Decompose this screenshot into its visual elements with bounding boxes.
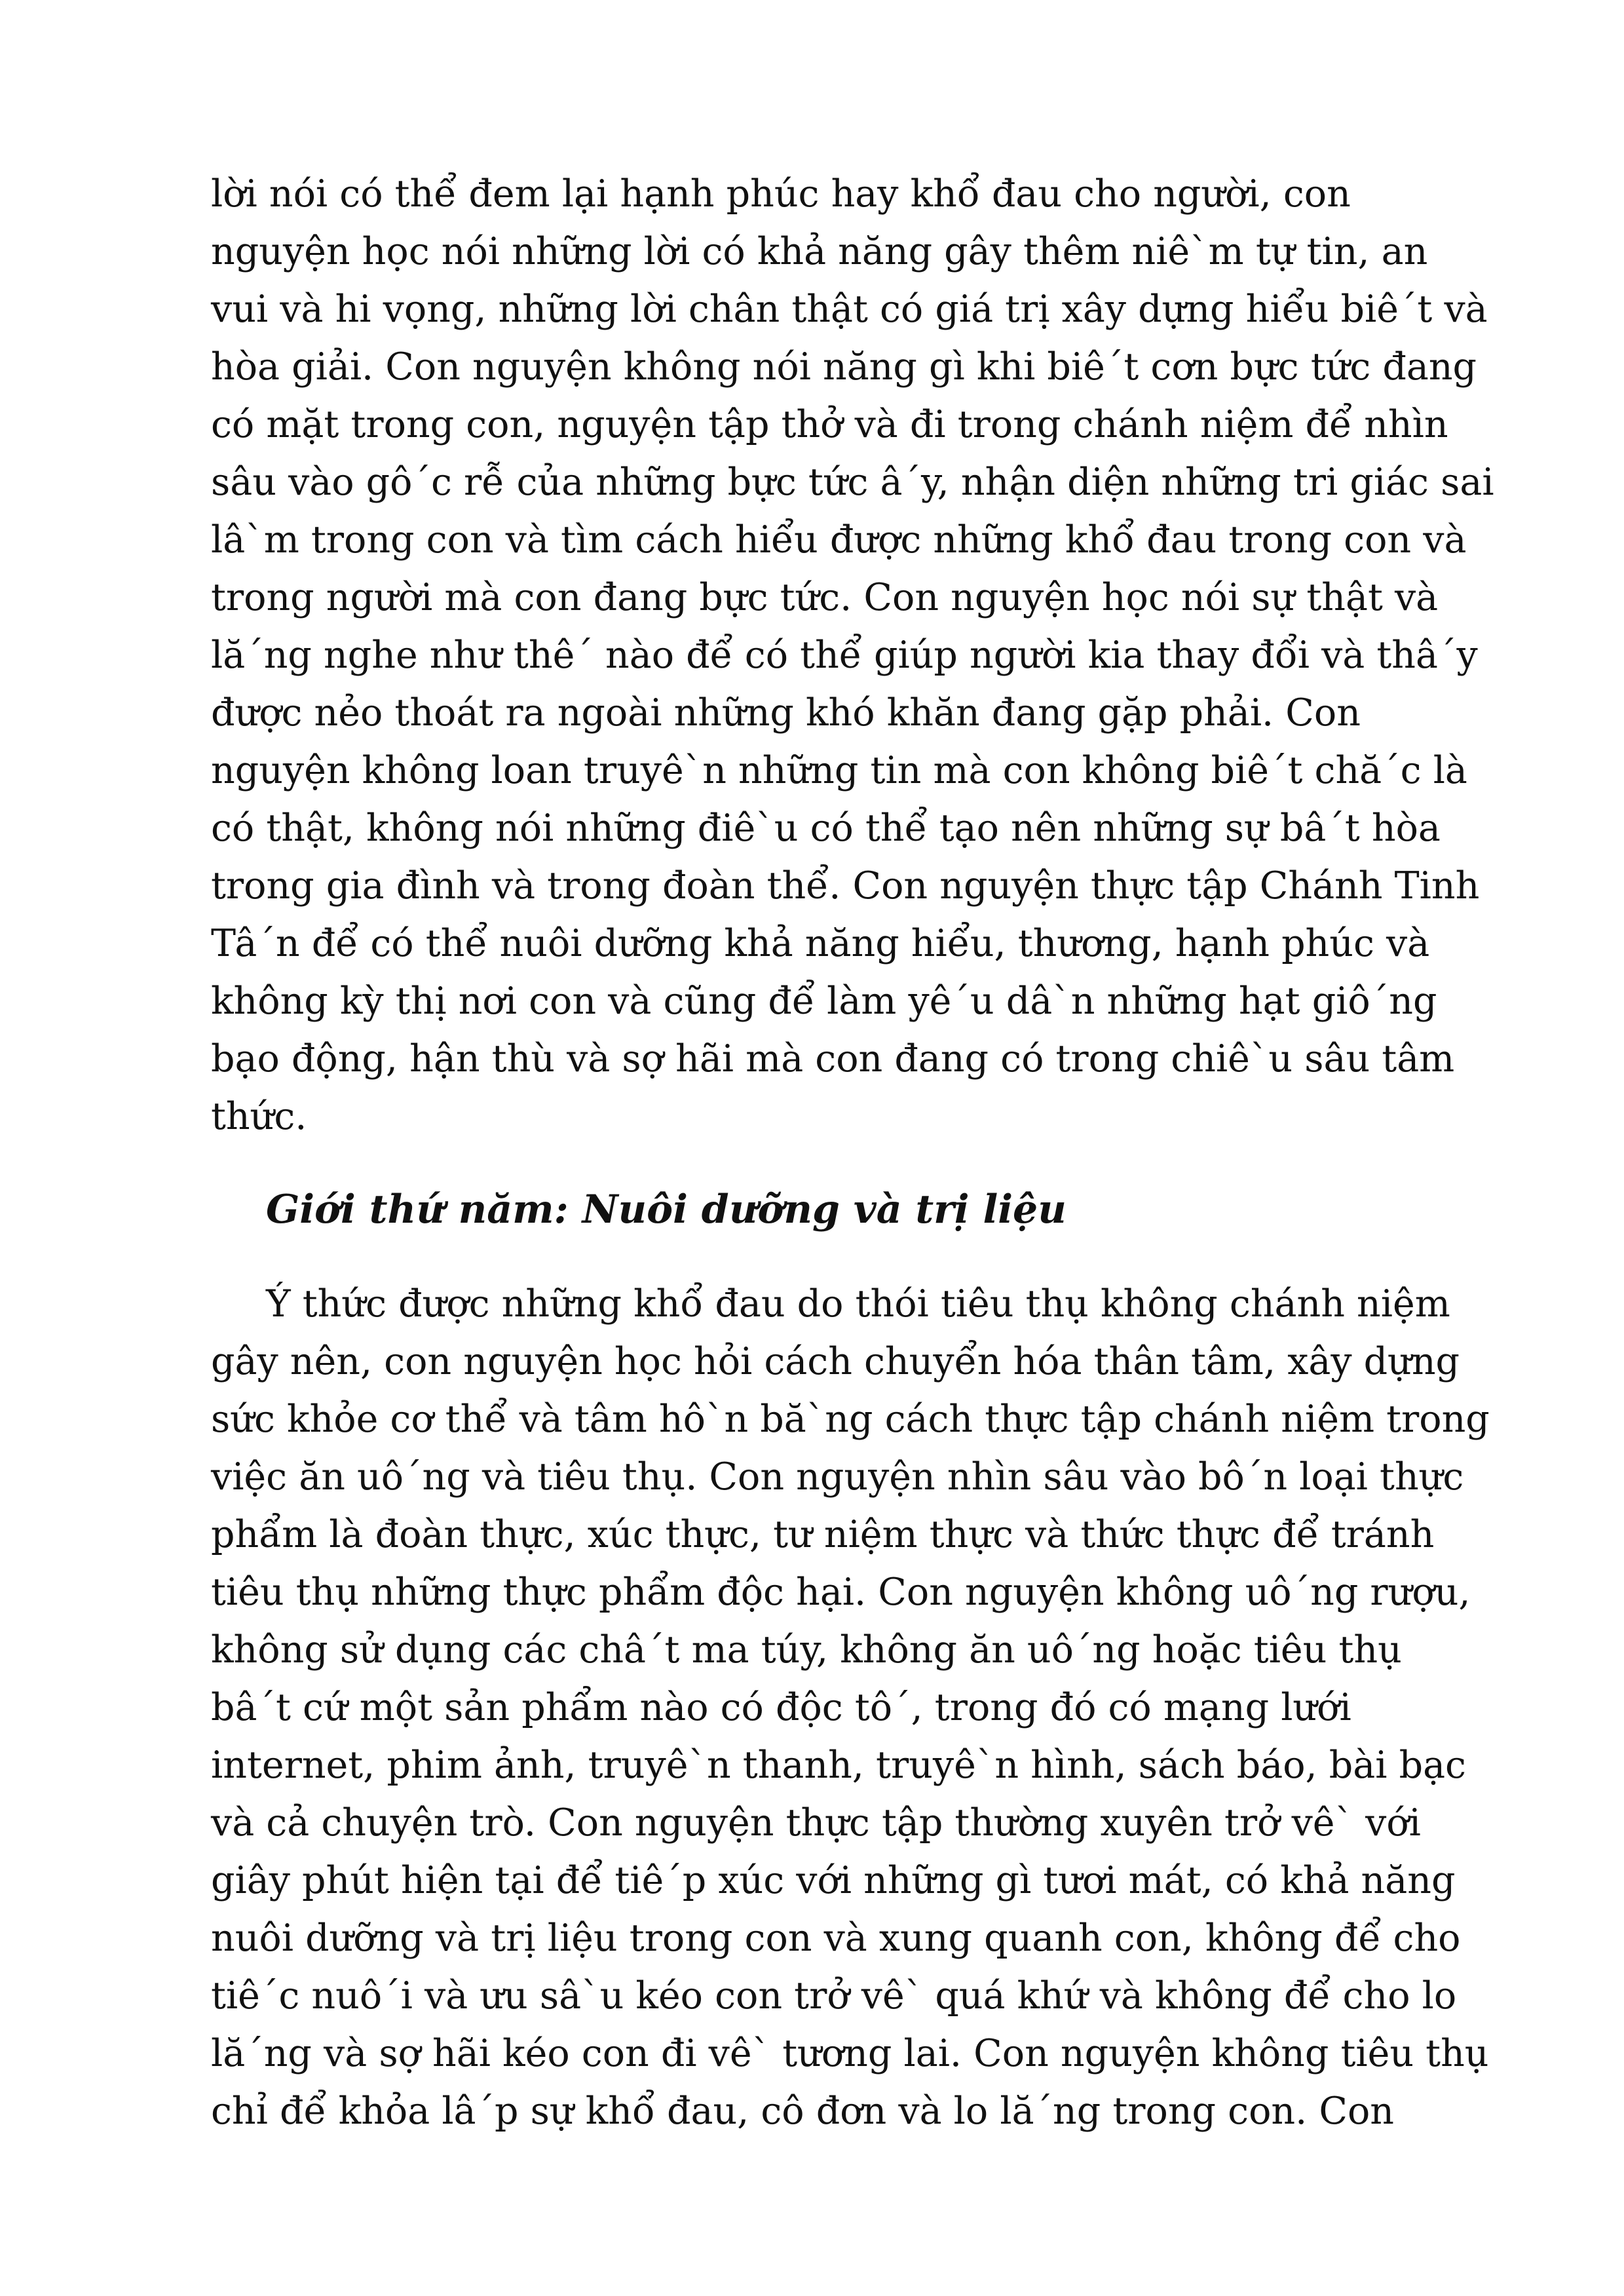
paragraph-1-line: trong gia đình và trong đoàn thể. Con nguyện thực tập Chánh Tinh [211, 864, 1480, 908]
paragraph-2-line: không sử dụng các châ´t ma túy, không ăn uô´ng hoặc tiêu thụ [211, 1628, 1402, 1672]
paragraph-1-line: nguyện học nói những lời có khả năng gây thêm niê`m tự tin, an [211, 230, 1428, 273]
paragraph-1-line: không kỳ thị nơi con và cũng để làm yê´u dâ`n những hạt giô´ng [211, 980, 1437, 1023]
paragraph-1-line: có mặt trong con, nguyện tập thở và đi trong chánh niệm để nhìn [211, 403, 1448, 446]
paragraph-2-line: internet, phim ảnh, truyê`n thanh, truyê`n hình, sách báo, bài bạc [211, 1744, 1466, 1787]
paragraph-1-line: vui và hi vọng, những lời chân thật có giá trị xây dựng hiểu biê´t và [211, 288, 1488, 331]
paragraph-1-line: bạo động, hận thù và sợ hãi mà con đang có trong chiê`u sâu tâm [211, 1037, 1455, 1081]
paragraph-2-line: tiêu thụ những thực phẩm độc hại. Con nguyện không uô´ng rượu, [211, 1571, 1471, 1614]
paragraph-2-line: sức khỏe cơ thể và tâm hô`n bă`ng cách thực tập chánh niệm trong [211, 1398, 1490, 1441]
paragraph-2-line: giây phút hiện tại để tiê´p xúc với những gì tươi mát, có khả năng [211, 1859, 1456, 1902]
paragraph-2-line: việc ăn uô´ng và tiêu thụ. Con nguyện nhìn sâu vào bô´n loại thực [211, 1455, 1464, 1499]
paragraph-2-line: nuôi dưỡng và trị liệu trong con và xung quanh con, không để cho [211, 1917, 1461, 1960]
paragraph-2-line: tiê´c nuô´i và ưu sâ`u kéo con trở vê` quá khứ và không để cho lo [211, 1974, 1457, 2018]
paragraph-1-line: sâu vào gô´c rễ của những bực tức â´y, nhận diện những tri giác sai [211, 461, 1494, 504]
paragraph-1-line: thức. [211, 1095, 307, 1138]
paragraph-1-line: lă´ng nghe như thê´ nào để có thể giúp người kia thay đổi và thâ´y [211, 634, 1478, 677]
paragraph-2-line: và cả chuyện trò. Con nguyện thực tập thường xuyên trở vê` với [211, 1801, 1421, 1845]
paragraph-1-line: Tâ´n để có thể nuôi dưỡng khả năng hiểu, thương, hạnh phúc và [211, 922, 1430, 965]
paragraph-1 [211, 165, 1494, 1145]
paragraph-2-line: lă´ng và sợ hãi kéo con đi vê` tương lai. Con nguyện không tiêu thụ [211, 2032, 1489, 2075]
paragraph-1-line: lời nói có thể đem lại hạnh phúc hay khổ đau cho người, con [211, 172, 1351, 216]
paragraph-1-line: nguyện không loan truyê`n những tin mà con không biê´t chă´c là [211, 749, 1467, 792]
paragraph-1-line: lâ`m trong con và tìm cách hiểu được những khổ đau trong con và [211, 518, 1467, 562]
paragraph-1-line: trong người mà con đang bực tức. Con nguyện học nói sự thật và [211, 576, 1439, 619]
paragraph-2-line: phẩm là đoàn thực, xúc thực, tư niệm thực và thức thực để tránh [211, 1513, 1435, 1556]
section-heading: Giới thứ năm: Nuôi dưỡng và trị liệu [266, 1187, 1067, 1233]
paragraph-2-line: gây nên, con nguyện học hỏi cách chuyển hóa thân tâm, xây dựng [211, 1340, 1460, 1383]
paragraph-2 [211, 1275, 1490, 2140]
paragraph-1-line: có thật, không nói những điê`u có thể tạo nên những sự bâ´t hòa [211, 807, 1441, 850]
paragraph-1-line: hòa giải. Con nguyện không nói năng gì khi biê´t cơn bực tức đang [211, 345, 1477, 389]
paragraph-1-line: được nẻo thoát ra ngoài những khó khăn đang gặp phải. Con [211, 691, 1361, 735]
paragraph-2-line: chỉ để khỏa lâ´p sự khổ đau, cô đơn và lo lă´ng trong con. Con [211, 2090, 1394, 2133]
paragraph-2-line: Ý thức được những khổ đau do thói tiêu thụ không chánh niệm [266, 1282, 1450, 1326]
paragraph-2-line: bâ´t cứ một sản phẩm nào có độc tô´, trong đó có mạng lưới [211, 1686, 1351, 1729]
